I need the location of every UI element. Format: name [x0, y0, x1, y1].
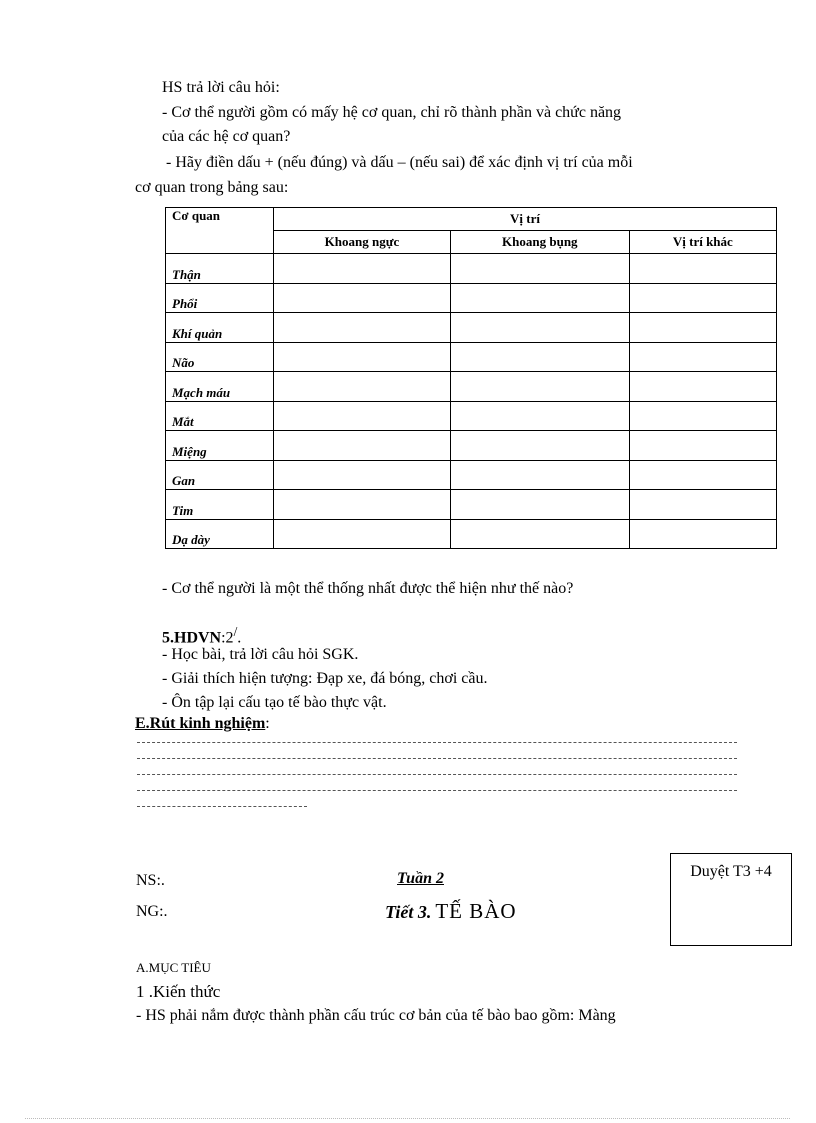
organ-name: Mạch máu [166, 372, 274, 402]
header-organ: Cơ quan [166, 208, 274, 254]
answer-cell[interactable] [629, 342, 776, 372]
organ-name: Mắt [166, 401, 274, 431]
answer-cell[interactable] [450, 490, 629, 520]
answer-cell[interactable] [629, 254, 776, 284]
objectives-line: - HS phải nắm được thành phần cấu trúc cơ bản của tế bào bao gồm: Màng [136, 1007, 616, 1024]
answer-cell[interactable] [274, 519, 451, 549]
answer-cell[interactable] [274, 401, 451, 431]
answer-cell[interactable] [274, 283, 451, 313]
homework-time-end: . [237, 629, 242, 647]
lesson-number: Tiết 3. [385, 902, 432, 922]
question-1-line-1: - Cơ thể người gồm có mấy hệ cơ quan, chỉ rõ thành phần và chức năng [162, 104, 622, 121]
homework-heading [162, 624, 241, 647]
answer-cell[interactable] [274, 342, 451, 372]
answer-cell[interactable] [450, 460, 629, 490]
lesson-heading [385, 899, 517, 924]
approval-text: Duyệt T3 +4 [690, 863, 772, 880]
page-bottom-rule [25, 1118, 790, 1119]
header-chest-cavity: Khoang ngực [274, 231, 451, 254]
organ-name: Não [166, 342, 274, 372]
ns-label: NS:. [136, 872, 165, 889]
organ-name: Khí quản [166, 313, 274, 343]
answer-cell[interactable] [450, 519, 629, 549]
approval-box [670, 853, 792, 946]
homework-item: - Ôn tập lại cấu tạo tế bào thực vật. [162, 694, 387, 711]
answer-cell[interactable] [274, 254, 451, 284]
header-position: Vị trí [274, 208, 777, 231]
answer-cell[interactable] [629, 401, 776, 431]
answer-cell[interactable] [274, 431, 451, 461]
answer-cell[interactable] [450, 372, 629, 402]
answer-cell[interactable] [629, 490, 776, 520]
table-row [166, 313, 777, 343]
answer-cell[interactable] [450, 431, 629, 461]
answer-cell[interactable] [450, 313, 629, 343]
blank-line [137, 790, 737, 791]
answer-cell[interactable] [274, 372, 451, 402]
table-row [166, 342, 777, 372]
experience-colon: : [265, 715, 270, 732]
answer-cell[interactable] [629, 283, 776, 313]
blank-line [137, 806, 307, 807]
table-row [166, 431, 777, 461]
objectives-subheading: 1 .Kiến thức [136, 982, 221, 1001]
organ-name: Gan [166, 460, 274, 490]
blank-line [137, 742, 737, 743]
header-abdominal-cavity: Khoang bụng [450, 231, 629, 254]
answer-cell[interactable] [450, 283, 629, 313]
week-label: Tuần 2 [397, 870, 444, 887]
blank-line [137, 774, 737, 775]
answer-cell[interactable] [629, 431, 776, 461]
organ-name: Thận [166, 254, 274, 284]
table-row [166, 372, 777, 402]
answer-cell[interactable] [629, 313, 776, 343]
question-1-line-2: của các hệ cơ quan? [162, 128, 291, 145]
ng-label: NG:. [136, 903, 168, 920]
answer-cell[interactable] [629, 519, 776, 549]
organ-name: Phổi [166, 283, 274, 313]
organ-position-table [165, 207, 777, 549]
question-3: - Cơ thể người là một thể thống nhất được thể hiện như thế nào? [162, 580, 574, 597]
answer-cell[interactable] [450, 254, 629, 284]
answer-cell[interactable] [450, 342, 629, 372]
answer-cell[interactable] [629, 460, 776, 490]
table-row [166, 254, 777, 284]
table-row [166, 519, 777, 549]
answer-cell[interactable] [274, 460, 451, 490]
table-row [166, 490, 777, 520]
prompt-text: HS trả lời câu hỏi: [162, 79, 280, 96]
question-2-line-1: - Hãy điền dấu + (nếu đúng) và dấu – (nếu sai) để xác định vị trí của mỗi [166, 154, 633, 171]
answer-cell[interactable] [629, 372, 776, 402]
answer-cell[interactable] [450, 401, 629, 431]
homework-time: :2 [221, 629, 234, 647]
organ-name: Miệng [166, 431, 274, 461]
table-row [166, 460, 777, 490]
experience-title: E.Rút kinh nghiệm [135, 715, 266, 732]
table-row [166, 401, 777, 431]
question-2-line-2: cơ quan trong bảng sau: [135, 179, 289, 196]
header-other-position: Vị trí khác [629, 231, 776, 254]
organ-name: Tim [166, 490, 274, 520]
experience-heading [135, 715, 270, 733]
lesson-title: TẾ BÀO [435, 899, 517, 923]
answer-cell[interactable] [274, 313, 451, 343]
organ-name: Dạ dày [166, 519, 274, 549]
table-row [166, 283, 777, 313]
blank-line [137, 758, 737, 759]
answer-cell[interactable] [274, 490, 451, 520]
homework-time-mark: / [233, 624, 238, 639]
homework-label: 5.HDVN [162, 629, 222, 647]
homework-item: - Giải thích hiện tượng: Đạp xe, đá bóng, chơi cầu. [162, 670, 488, 687]
objectives-heading: A.MỤC TIÊU [136, 960, 211, 975]
homework-item: - Học bài, trả lời câu hỏi SGK. [162, 646, 359, 663]
